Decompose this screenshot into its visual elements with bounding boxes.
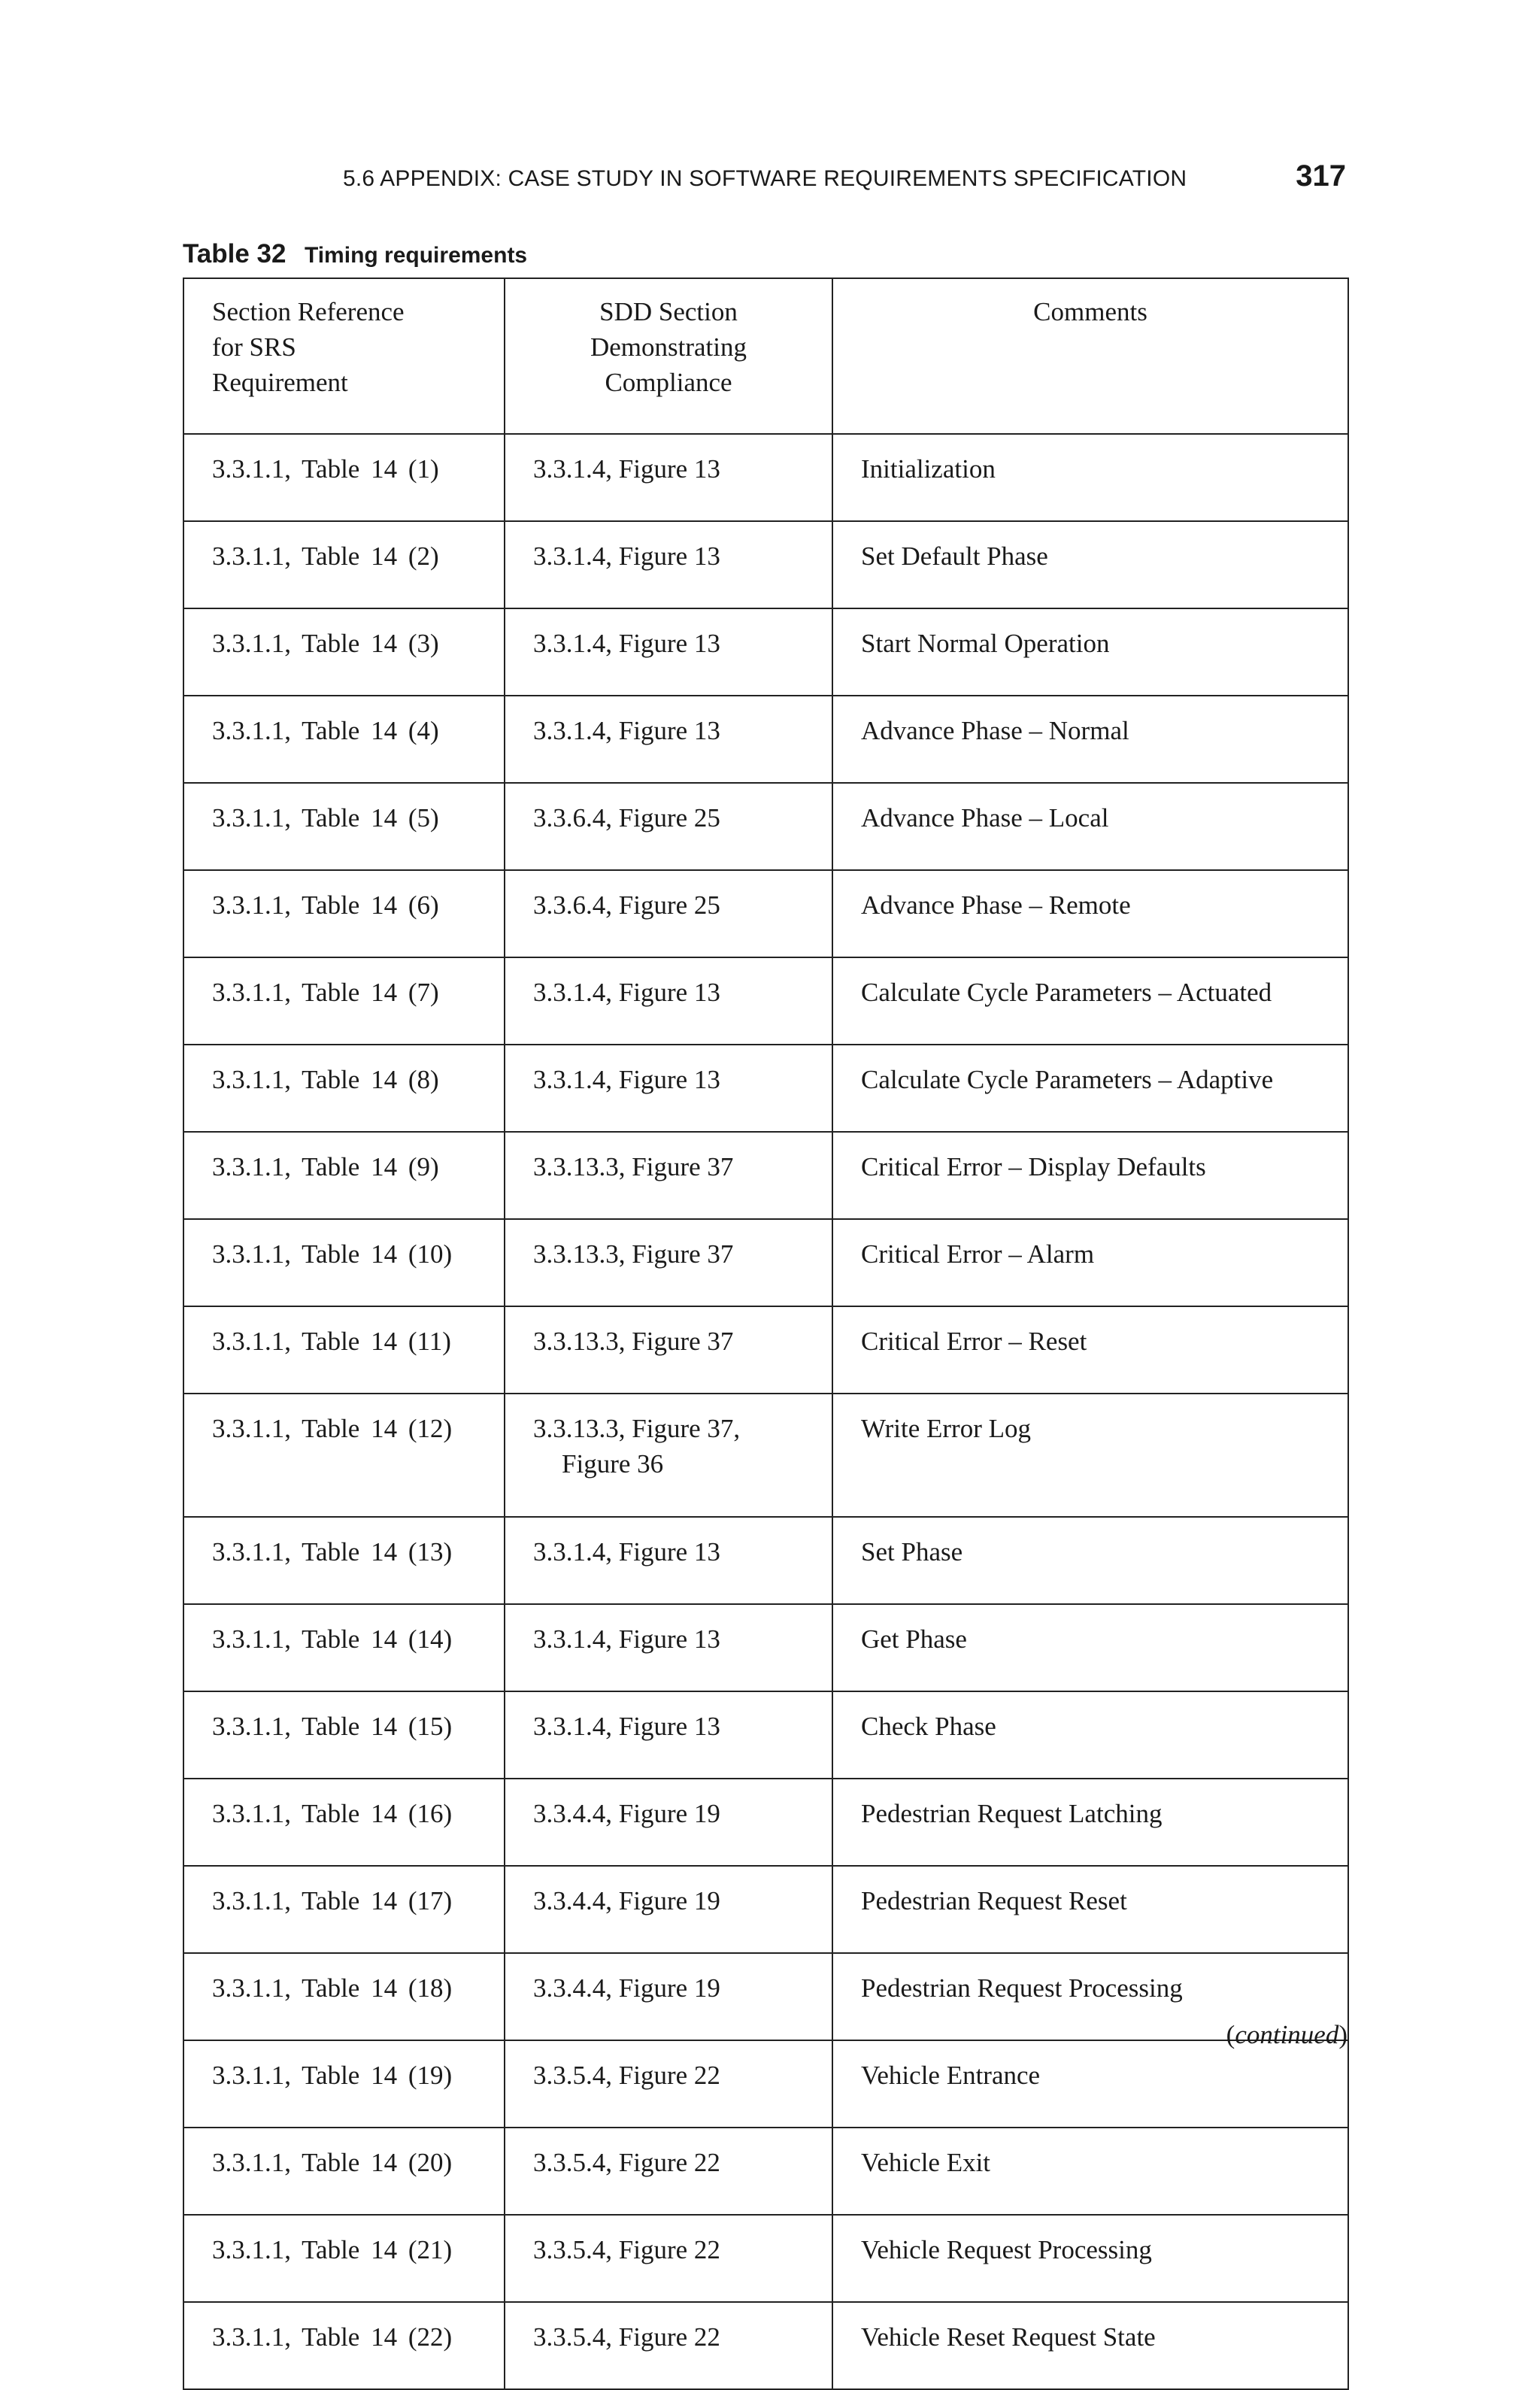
table-row (183, 1691, 1348, 1779)
cell-comment: Write Error Log (832, 1394, 1348, 1517)
cell-srs-reference: 3.3.1.1, Table 14 (11) (183, 1306, 505, 1394)
cell-comment: Start Normal Operation (832, 608, 1348, 696)
table-row (183, 1132, 1348, 1219)
cell-sdd-section (505, 696, 832, 783)
cell-comment: Pedestrian Request Latching (832, 1779, 1348, 1866)
column-header-comments (832, 278, 1348, 434)
cell-comment: Advance Phase – Local (832, 783, 1348, 870)
cell-srs-reference: 3.3.1.1, Table 14 (19) (183, 2040, 505, 2128)
cell-srs-reference: 3.3.1.1, Table 14 (1) (183, 434, 505, 521)
cell-srs-reference: 3.3.1.1, Table 14 (2) (183, 521, 505, 608)
cell-comment: Vehicle Entrance (832, 2040, 1348, 2128)
sdd-line: 3.3.5.4, Figure 22 (533, 2148, 720, 2177)
header-line: Requirement (212, 368, 348, 397)
header-line: Section Reference (212, 297, 405, 326)
cell-comment: Get Phase (832, 1604, 1348, 1691)
cell-srs-reference: 3.3.1.1, Table 14 (13) (183, 1517, 505, 1604)
table-row (183, 608, 1348, 696)
header-line: Compliance (605, 368, 732, 397)
cell-srs-reference: 3.3.1.1, Table 14 (14) (183, 1604, 505, 1691)
cell-srs-reference: 3.3.1.1, Table 14 (5) (183, 783, 505, 870)
cell-comment: Set Phase (832, 1517, 1348, 1604)
sdd-line: 3.3.5.4, Figure 22 (533, 2235, 720, 2264)
cell-sdd-section (505, 2302, 832, 2389)
sdd-line: 3.3.13.3, Figure 37, (533, 1414, 741, 1443)
table-row (183, 870, 1348, 957)
cell-sdd-section (505, 1306, 832, 1394)
cell-srs-reference: 3.3.1.1, Table 14 (10) (183, 1219, 505, 1306)
sdd-line: 3.3.13.3, Figure 37 (533, 1152, 734, 1181)
page-number: 317 (1296, 159, 1346, 193)
cell-comment: Advance Phase – Normal (832, 696, 1348, 783)
cell-sdd-section (505, 1517, 832, 1604)
running-head-title: 5.6 APPENDIX: CASE STUDY IN SOFTWARE REQUIREMENTS SPECIFICATION (343, 166, 1187, 191)
cell-comment: Critical Error – Alarm (832, 1219, 1348, 1306)
cell-srs-reference: 3.3.1.1, Table 14 (12) (183, 1394, 505, 1517)
sdd-line: 3.3.4.4, Figure 19 (533, 1886, 720, 1915)
cell-sdd-section (505, 1866, 832, 1953)
cell-sdd-section (505, 2040, 832, 2128)
sdd-line: 3.3.1.4, Figure 13 (533, 1624, 720, 1654)
cell-srs-reference: 3.3.1.1, Table 14 (21) (183, 2215, 505, 2302)
table-label: Table 32 (183, 239, 286, 268)
cell-sdd-section (505, 1604, 832, 1691)
table-row (183, 434, 1348, 521)
cell-comment: Pedestrian Request Processing (832, 1953, 1348, 2040)
cell-comment: Check Phase (832, 1691, 1348, 1779)
cell-sdd-section (505, 434, 832, 521)
cell-sdd-section (505, 1953, 832, 2040)
column-header-sdd-section (505, 278, 832, 434)
header-line: Comments (1033, 297, 1147, 326)
cell-sdd-section (505, 783, 832, 870)
cell-srs-reference: 3.3.1.1, Table 14 (3) (183, 608, 505, 696)
cell-sdd-section (505, 608, 832, 696)
sdd-line: 3.3.5.4, Figure 22 (533, 2061, 720, 2090)
cell-srs-reference: 3.3.1.1, Table 14 (20) (183, 2128, 505, 2215)
continued-note: (continued) (1226, 2020, 1348, 2049)
table-row (183, 1866, 1348, 1953)
sdd-line: 3.3.1.4, Figure 13 (533, 1537, 720, 1567)
cell-comment: Set Default Phase (832, 521, 1348, 608)
table-caption (183, 239, 527, 277)
cell-srs-reference: 3.3.1.1, Table 14 (8) (183, 1045, 505, 1132)
cell-srs-reference: 3.3.1.1, Table 14 (15) (183, 1691, 505, 1779)
table-row (183, 1045, 1348, 1132)
timing-requirements-table (183, 278, 1349, 2390)
sdd-line: 3.3.4.4, Figure 19 (533, 1973, 720, 2003)
cell-comment: Initialization (832, 434, 1348, 521)
sdd-line: 3.3.5.4, Figure 22 (533, 2322, 720, 2352)
cell-comment: Calculate Cycle Parameters – Actuated (832, 957, 1348, 1045)
table-body (183, 434, 1348, 2389)
cell-srs-reference: 3.3.1.1, Table 14 (6) (183, 870, 505, 957)
table-row (183, 1306, 1348, 1394)
table-row (183, 1394, 1348, 1517)
cell-sdd-section (505, 870, 832, 957)
cell-sdd-section (505, 1045, 832, 1132)
cell-sdd-section (505, 1219, 832, 1306)
cell-sdd-section (505, 1394, 832, 1517)
cell-sdd-section (505, 2128, 832, 2215)
running-head (343, 159, 1346, 202)
table-row (183, 2128, 1348, 2215)
sdd-line: 3.3.1.4, Figure 13 (533, 541, 720, 571)
cell-comment: Vehicle Exit (832, 2128, 1348, 2215)
sdd-line: 3.3.1.4, Figure 13 (533, 1712, 720, 1741)
table-row (183, 1779, 1348, 1866)
table-row (183, 521, 1348, 608)
table-row (183, 1604, 1348, 1691)
table-title: Timing requirements (304, 243, 528, 268)
table-row (183, 696, 1348, 783)
cell-srs-reference: 3.3.1.1, Table 14 (9) (183, 1132, 505, 1219)
table-row (183, 783, 1348, 870)
sdd-line: 3.3.1.4, Figure 13 (533, 1065, 720, 1094)
table-row (183, 957, 1348, 1045)
cell-comment: Vehicle Request Processing (832, 2215, 1348, 2302)
cell-srs-reference: 3.3.1.1, Table 14 (18) (183, 1953, 505, 2040)
table-row (183, 1517, 1348, 1604)
cell-sdd-section (505, 521, 832, 608)
cell-sdd-section (505, 957, 832, 1045)
header-line: for SRS (212, 332, 296, 362)
sdd-line: 3.3.13.3, Figure 37 (533, 1327, 734, 1356)
cell-comment: Critical Error – Reset (832, 1306, 1348, 1394)
cell-comment: Critical Error – Display Defaults (832, 1132, 1348, 1219)
table-row (183, 2215, 1348, 2302)
sdd-line: 3.3.1.4, Figure 13 (533, 716, 720, 745)
continued-label: continued (1235, 2020, 1339, 2049)
sdd-line: 3.3.6.4, Figure 25 (533, 803, 720, 833)
sdd-line: Figure 36 (562, 1449, 664, 1479)
cell-comment: Calculate Cycle Parameters – Adaptive (832, 1045, 1348, 1132)
sdd-line: 3.3.4.4, Figure 19 (533, 1799, 720, 1828)
cell-sdd-section (505, 1779, 832, 1866)
sdd-line: 3.3.1.4, Figure 13 (533, 629, 720, 658)
header-line: Demonstrating (590, 332, 747, 362)
cell-comment: Vehicle Reset Request State (832, 2302, 1348, 2389)
cell-sdd-section (505, 1132, 832, 1219)
cell-sdd-section (505, 1691, 832, 1779)
table-row (183, 2040, 1348, 2128)
cell-srs-reference: 3.3.1.1, Table 14 (7) (183, 957, 505, 1045)
sdd-line: 3.3.6.4, Figure 25 (533, 890, 720, 920)
table-header-row (183, 278, 1348, 434)
table-row (183, 2302, 1348, 2389)
header-line: SDD Section (599, 297, 738, 326)
cell-srs-reference: 3.3.1.1, Table 14 (16) (183, 1779, 505, 1866)
column-header-srs-reference (183, 278, 505, 434)
cell-comment: Advance Phase – Remote (832, 870, 1348, 957)
table-row (183, 1219, 1348, 1306)
sdd-line: 3.3.13.3, Figure 37 (533, 1239, 734, 1269)
cell-srs-reference: 3.3.1.1, Table 14 (4) (183, 696, 505, 783)
cell-srs-reference: 3.3.1.1, Table 14 (22) (183, 2302, 505, 2389)
cell-sdd-section (505, 2215, 832, 2302)
cell-srs-reference: 3.3.1.1, Table 14 (17) (183, 1866, 505, 1953)
sdd-line: 3.3.1.4, Figure 13 (533, 454, 720, 484)
sdd-line: 3.3.1.4, Figure 13 (533, 978, 720, 1007)
cell-comment: Pedestrian Request Reset (832, 1866, 1348, 1953)
